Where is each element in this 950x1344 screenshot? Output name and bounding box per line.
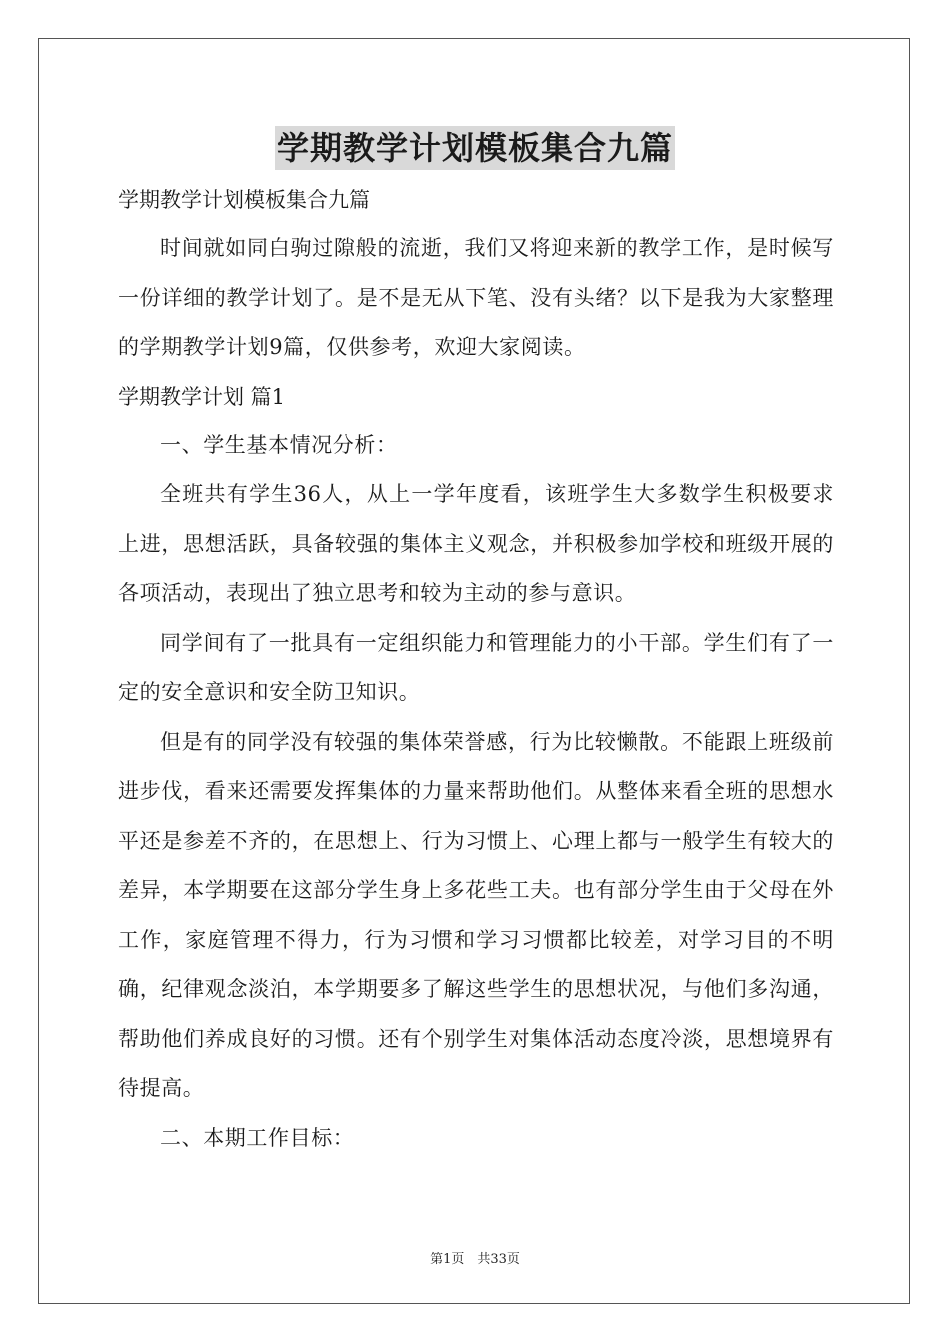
page-footer	[0, 1248, 950, 1267]
subtitle-line: 学期教学计划模板集合九篇	[118, 188, 370, 212]
paragraph-1: 全班共有学生36人，从上一学年度看，该班学生大多数学生积极要求上进，思想活跃，具备较强的集体主义观念，并积极参加学校和班级开展的各项活动，表现出了独立思考和较为主动的参与意识。	[118, 482, 834, 605]
paragraph-3: 但是有的同学没有较强的集体荣誉感，行为比较懒散。不能跟上班级前进步伐，看来还需要发挥集体的力量来帮助他们。从整体来看全班的思想水平还是参差不齐的，在思想上、行为习惯上、心理上都与一般学生有较大的差异，本学期要在这部分学生身上多花些工夫。也有部分学生由于父母在外工作，家庭管理不得力，行为习惯和学习习惯都比较差，对学习目的不明确，纪律观念淡泊，本学期要多了解这些学生的思想状况，与他们多沟通，帮助他们养成良好的习惯。还有个别学生对集体活动态度冷淡，思想境界有待提高。	[118, 729, 834, 1100]
paragraph-2: 同学间有了一批具有一定组织能力和管理能力的小干部。学生们有了一定的安全意识和安全防卫知识。	[118, 630, 834, 704]
section-heading-2: 二、本期工作目标：	[160, 1125, 355, 1150]
document-title: 学期教学计划模板集合九篇	[275, 126, 675, 170]
page-number: 第1页 共33页	[430, 1252, 520, 1267]
section-heading-1: 一、学生基本情况分析：	[160, 432, 398, 457]
document-body	[118, 176, 834, 1163]
section-label: 学期教学计划 篇1	[118, 384, 286, 409]
intro-paragraph: 时间就如同白驹过隙般的流逝，我们又将迎来新的教学工作，是时候写一份详细的教学计划了。是不是无从下笔、没有头绪？以下是我为大家整理的学期教学计划9篇，仅供参考，欢迎大家阅读。	[118, 236, 834, 359]
title-container	[0, 126, 950, 170]
